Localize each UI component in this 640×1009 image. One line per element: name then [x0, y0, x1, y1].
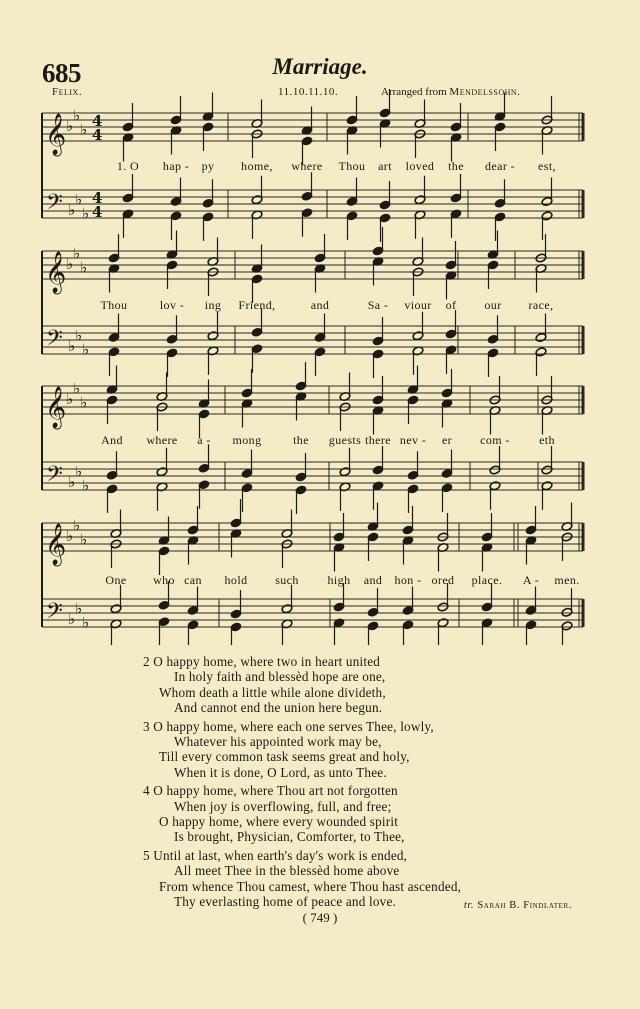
alto-note	[122, 133, 134, 162]
tenor-note	[379, 181, 391, 210]
lyric-syllable: high	[327, 573, 351, 587]
soprano-note	[156, 373, 168, 402]
bass-note	[402, 620, 414, 645]
lyric-syllable: where	[146, 433, 178, 447]
alto-note	[372, 257, 384, 286]
bass-note	[230, 622, 242, 645]
time-signature-digit: 4	[92, 189, 103, 207]
lyric-syllable: Friend,	[238, 298, 276, 312]
tenor-note	[494, 179, 506, 208]
tenor-note	[541, 178, 553, 207]
flat-sign: ♭	[68, 201, 76, 219]
tenor-note	[445, 310, 457, 339]
alto-note	[379, 119, 391, 148]
alto-note	[414, 129, 426, 158]
lyric-syllable: Thou	[338, 159, 366, 173]
flat-sign: ♭	[66, 117, 74, 135]
soprano-note	[251, 245, 263, 274]
lyric-syllable: lov -	[159, 298, 185, 312]
flat-sign: ♭	[75, 190, 83, 209]
bass-note	[158, 617, 170, 645]
flat-sign: ♭	[68, 337, 76, 355]
tenor-note	[525, 587, 537, 616]
flat-sign: ♭	[73, 516, 81, 535]
lyric-syllable: com -	[480, 433, 510, 447]
soprano-note	[198, 380, 210, 409]
lyric-syllable: hap -	[162, 159, 190, 173]
tenor-note	[541, 446, 553, 475]
bass-note	[108, 347, 120, 376]
soprano-note	[333, 513, 345, 542]
lyric-syllable: place.	[471, 573, 503, 587]
bass-note	[372, 349, 384, 378]
tenor-note	[170, 178, 182, 207]
lyric-syllable: nev -	[399, 433, 427, 447]
verse-line: When joy is overflowing, full, and free;	[174, 798, 392, 814]
bass-note	[122, 209, 134, 238]
bass-note	[561, 621, 573, 645]
bass-staff	[42, 599, 583, 627]
bass-clef-icon: 𝄢	[46, 326, 63, 356]
alto-note	[402, 536, 414, 565]
soprano-note	[170, 96, 182, 125]
soprano-note	[412, 238, 424, 267]
composer-name: Mendelssohn.	[449, 86, 521, 98]
bass-clef-icon: 𝄢	[46, 462, 63, 492]
hymn-number: 685	[42, 58, 81, 88]
alto-note	[541, 406, 553, 435]
bass-note	[198, 480, 210, 509]
alto-note	[407, 395, 419, 424]
soprano-note	[122, 103, 134, 132]
soprano-note	[202, 93, 214, 122]
bass-staff	[42, 462, 583, 490]
verse	[143, 848, 461, 910]
time-signature-digit: 4	[92, 112, 103, 130]
bass-note	[525, 620, 537, 645]
soprano-note	[494, 93, 506, 122]
bass-note	[367, 621, 379, 645]
lyric-syllable: ing	[204, 298, 222, 312]
alto-note	[295, 392, 307, 421]
tenor-note	[198, 444, 210, 473]
tenor-note	[314, 314, 326, 343]
tenor-note	[441, 450, 453, 479]
alto-note	[346, 126, 358, 155]
flat-sign: ♭	[75, 326, 83, 345]
flat-sign: ♭	[73, 244, 81, 263]
bass-note	[202, 212, 214, 241]
lyric-syllable: and	[363, 573, 383, 587]
time-signature-digit: 4	[92, 126, 103, 144]
bass-note	[166, 348, 178, 377]
alto-note	[489, 406, 501, 435]
lyric-syllable: mong	[232, 433, 262, 447]
alto-note	[202, 122, 214, 151]
flat-sign: ♭	[68, 473, 76, 491]
lyric-syllable: dear -	[484, 159, 516, 173]
lyric-syllable: such	[275, 573, 299, 587]
verse-line: From whence Thou camest, where Thou hast ascended,	[159, 878, 462, 894]
alto-note	[494, 122, 506, 151]
flat-sign: ♭	[66, 255, 74, 273]
tenor-note	[301, 172, 313, 201]
alto-note	[158, 546, 170, 575]
soprano-note	[541, 376, 553, 405]
verse-line: 3 O happy home, where each one serves Thee, lowly,	[143, 718, 434, 734]
soprano-note	[450, 103, 462, 132]
tenor-note	[487, 315, 499, 344]
bass-note	[110, 619, 122, 645]
verse-line: 4 O happy home, where Thou art not forgotten	[143, 783, 398, 799]
lyric-syllable: the	[448, 159, 464, 173]
tenor-note	[230, 590, 242, 619]
bass-note	[481, 618, 493, 645]
tenor-note	[535, 314, 547, 343]
arranged-prefix: Arranged from	[381, 86, 447, 98]
bass-note	[301, 208, 313, 237]
soprano-note	[295, 362, 307, 391]
lyric-syllable: home,	[241, 159, 273, 173]
verse-line: In holy faith and blessèd hope are one,	[174, 669, 386, 685]
tenor-note	[295, 453, 307, 482]
alto-note	[372, 406, 384, 435]
tenor-note	[346, 178, 358, 207]
alto-note	[207, 267, 219, 296]
soprano-note	[481, 513, 493, 542]
lyric-syllable: race,	[528, 298, 554, 312]
soprano-note	[379, 89, 391, 118]
soprano-note	[541, 96, 553, 125]
time-signature-digit: 4	[92, 203, 103, 221]
bass-note	[314, 347, 326, 376]
flat-sign: ♭	[66, 390, 74, 408]
treble-clef-icon: 𝄞	[45, 114, 67, 155]
treble-staff	[42, 523, 583, 551]
soprano-note	[525, 506, 537, 535]
flat-sign: ♭	[82, 340, 90, 359]
soprano-note	[314, 234, 326, 263]
lyric-syllable: loved	[405, 159, 435, 173]
tenor-note	[187, 587, 199, 616]
soprano-note	[489, 376, 501, 405]
treble-clef-icon: 𝄞	[45, 524, 67, 565]
treble-clef-icon: 𝄞	[45, 387, 67, 428]
soprano-note	[437, 513, 449, 542]
soprano-note	[230, 499, 242, 528]
lyric-syllable: the	[293, 433, 309, 447]
flat-sign: ♭	[82, 204, 90, 223]
bass-note	[437, 618, 449, 645]
flat-sign: ♭	[82, 613, 90, 632]
bass-note	[541, 211, 553, 240]
lyric-syllable: where	[291, 159, 323, 173]
lyric-syllable: One	[105, 573, 127, 587]
bass-note	[494, 212, 506, 241]
tenor-note	[402, 587, 414, 616]
lyric-syllable: a -	[197, 433, 211, 447]
lyric-syllable: art	[378, 159, 392, 173]
soprano-note	[445, 241, 457, 270]
lyric-syllable: hon -	[394, 573, 422, 587]
tenor-note	[450, 174, 462, 203]
flat-sign: ♭	[68, 610, 76, 628]
verse-line: Whatever his appointed work may be,	[174, 734, 382, 750]
bass-note	[187, 620, 199, 645]
soprano-note	[535, 234, 547, 263]
meter: 11.10.11.10.	[278, 86, 339, 98]
soprano-note	[251, 100, 263, 129]
verse-line: O happy home, where every wounded spirit	[159, 814, 399, 830]
tenor-note	[202, 179, 214, 208]
bass-clef-icon: 𝄢	[46, 190, 63, 220]
treble-staff	[42, 386, 583, 414]
bass-note	[346, 211, 358, 240]
verse-line: All meet Thee in the blessèd home above	[174, 863, 400, 879]
alto-note	[241, 399, 253, 428]
soprano-note	[561, 503, 573, 532]
flat-sign: ♭	[80, 258, 88, 277]
alto-note	[412, 267, 424, 296]
flat-sign: ♭	[80, 530, 88, 549]
lyric-syllable: viour	[404, 298, 432, 312]
soprano-note	[372, 376, 384, 405]
flat-sign: ♭	[75, 599, 83, 618]
flat-sign: ♭	[80, 120, 88, 139]
verse-line: When it is done, O Lord, as unto Thee.	[174, 764, 387, 780]
verse-line: And cannot end the union here begun.	[174, 700, 383, 716]
alto-note	[525, 536, 537, 565]
translator-name: Sarah B. Findlater.	[477, 900, 572, 911]
bass-note	[541, 481, 553, 510]
bass-note	[339, 482, 351, 511]
soprano-note	[281, 510, 293, 539]
verse-line: Thy everlasting home of peace and love.	[174, 894, 397, 910]
flat-sign: ♭	[73, 106, 81, 125]
soprano-note	[301, 107, 313, 136]
verse-line: 5 Until at last, when earth's day's work is ended,	[143, 847, 408, 863]
bass-note	[207, 346, 219, 375]
soprano-note	[207, 238, 219, 267]
soprano-note	[372, 227, 384, 256]
tenor-note	[108, 314, 120, 343]
flat-sign: ♭	[82, 476, 90, 495]
alto-note	[333, 543, 345, 572]
lyric-syllable: there	[365, 433, 391, 447]
bass-staff	[42, 326, 583, 354]
treble-clef-icon: 𝄞	[45, 252, 67, 293]
bass-note	[487, 348, 499, 377]
alto-note	[251, 129, 263, 158]
tenor-note	[122, 174, 134, 203]
additional-verses	[143, 654, 461, 910]
bass-clef-icon: 𝄢	[46, 599, 63, 629]
tenor-note	[106, 451, 118, 480]
alto-note	[487, 260, 499, 289]
lyric-syllable: Sa -	[367, 298, 389, 312]
tenor-note	[166, 315, 178, 344]
lyric-syllable: eth	[539, 433, 555, 447]
alto-note	[106, 395, 118, 424]
lyric-syllable: can	[184, 573, 202, 587]
alto-note	[339, 402, 351, 431]
alto-note	[110, 539, 122, 568]
alto-note	[166, 260, 178, 289]
lyric-syllable: of	[445, 298, 457, 312]
alto-note	[481, 543, 493, 572]
alto-note	[314, 264, 326, 293]
bass-note	[106, 484, 118, 513]
alto-note	[281, 539, 293, 568]
bass-note	[450, 209, 462, 238]
lyric-syllable: guests	[328, 433, 362, 447]
soprano-note	[346, 96, 358, 125]
bass-note	[251, 344, 263, 373]
treble-staff	[42, 251, 583, 279]
alto-note	[561, 532, 573, 561]
lyric-syllable: men.	[554, 573, 580, 587]
alto-note	[450, 133, 462, 162]
verse-line: Is brought, Physician, Comforter, to Thee,	[174, 829, 405, 845]
lyric-syllable: who	[153, 573, 175, 587]
verse	[143, 719, 461, 781]
soprano-note	[110, 510, 122, 539]
lyric-syllable: our	[484, 298, 502, 312]
soprano-note	[106, 366, 118, 395]
lyric-syllable: py	[201, 159, 215, 173]
tenor-note	[372, 446, 384, 475]
flat-sign: ♭	[75, 462, 83, 481]
verse	[143, 654, 461, 716]
soprano-note	[339, 373, 351, 402]
page-number: ( 749 )	[302, 910, 338, 925]
alto-note	[108, 264, 120, 293]
soprano-note	[487, 231, 499, 260]
bass-note	[251, 210, 263, 239]
alto-note	[230, 529, 242, 558]
bass-note	[281, 619, 293, 645]
bass-note	[333, 618, 345, 645]
soprano-note	[108, 234, 120, 263]
flat-sign: ♭	[73, 379, 81, 398]
tenor-note	[407, 451, 419, 480]
bass-note	[414, 210, 426, 239]
hymn-title: Marriage.	[272, 54, 368, 79]
lyric-syllable: A -	[522, 573, 540, 587]
soprano-note	[414, 100, 426, 129]
alto-note	[437, 543, 449, 572]
bass-note	[241, 483, 253, 512]
alto-note	[535, 264, 547, 293]
alto-note	[156, 402, 168, 431]
tenor-note	[367, 588, 379, 617]
soprano-note	[187, 506, 199, 535]
bass-note	[489, 481, 501, 510]
tenor-note	[372, 317, 384, 346]
alto-note	[445, 271, 457, 300]
tune-name: Felix.	[52, 86, 83, 98]
soprano-note	[158, 517, 170, 546]
lyric-syllable: Thou	[100, 298, 128, 312]
lyric-syllable: est,	[538, 159, 556, 173]
verse-line: 2 O happy home, where two in heart united	[143, 654, 381, 669]
alto-note	[367, 532, 379, 561]
lyric-syllable: and	[310, 298, 330, 312]
verse	[143, 783, 461, 845]
bass-note	[379, 213, 391, 242]
tenor-note	[241, 450, 253, 479]
bass-note	[295, 485, 307, 514]
verse-line: Till every common task seems great and holy,	[159, 749, 410, 765]
alto-note	[541, 126, 553, 155]
credit-prefix: tr.	[463, 900, 475, 911]
lyric-syllable: 1. O	[116, 159, 140, 173]
verse-line: Whom death a little while alone divideth,	[159, 684, 386, 700]
alto-note	[441, 399, 453, 428]
lyric-syllable: And	[101, 433, 123, 447]
alto-note	[187, 536, 199, 565]
flat-sign: ♭	[80, 393, 88, 412]
bass-note	[441, 483, 453, 512]
alto-note	[170, 126, 182, 155]
bass-note	[535, 347, 547, 376]
lyric-syllable: hold	[224, 573, 248, 587]
lyric-syllable: ored	[431, 573, 455, 587]
lyric-syllable: er	[441, 433, 453, 447]
tenor-note	[489, 446, 501, 475]
flat-sign: ♭	[66, 527, 74, 545]
soprano-note	[241, 369, 253, 398]
bass-note	[156, 482, 168, 511]
